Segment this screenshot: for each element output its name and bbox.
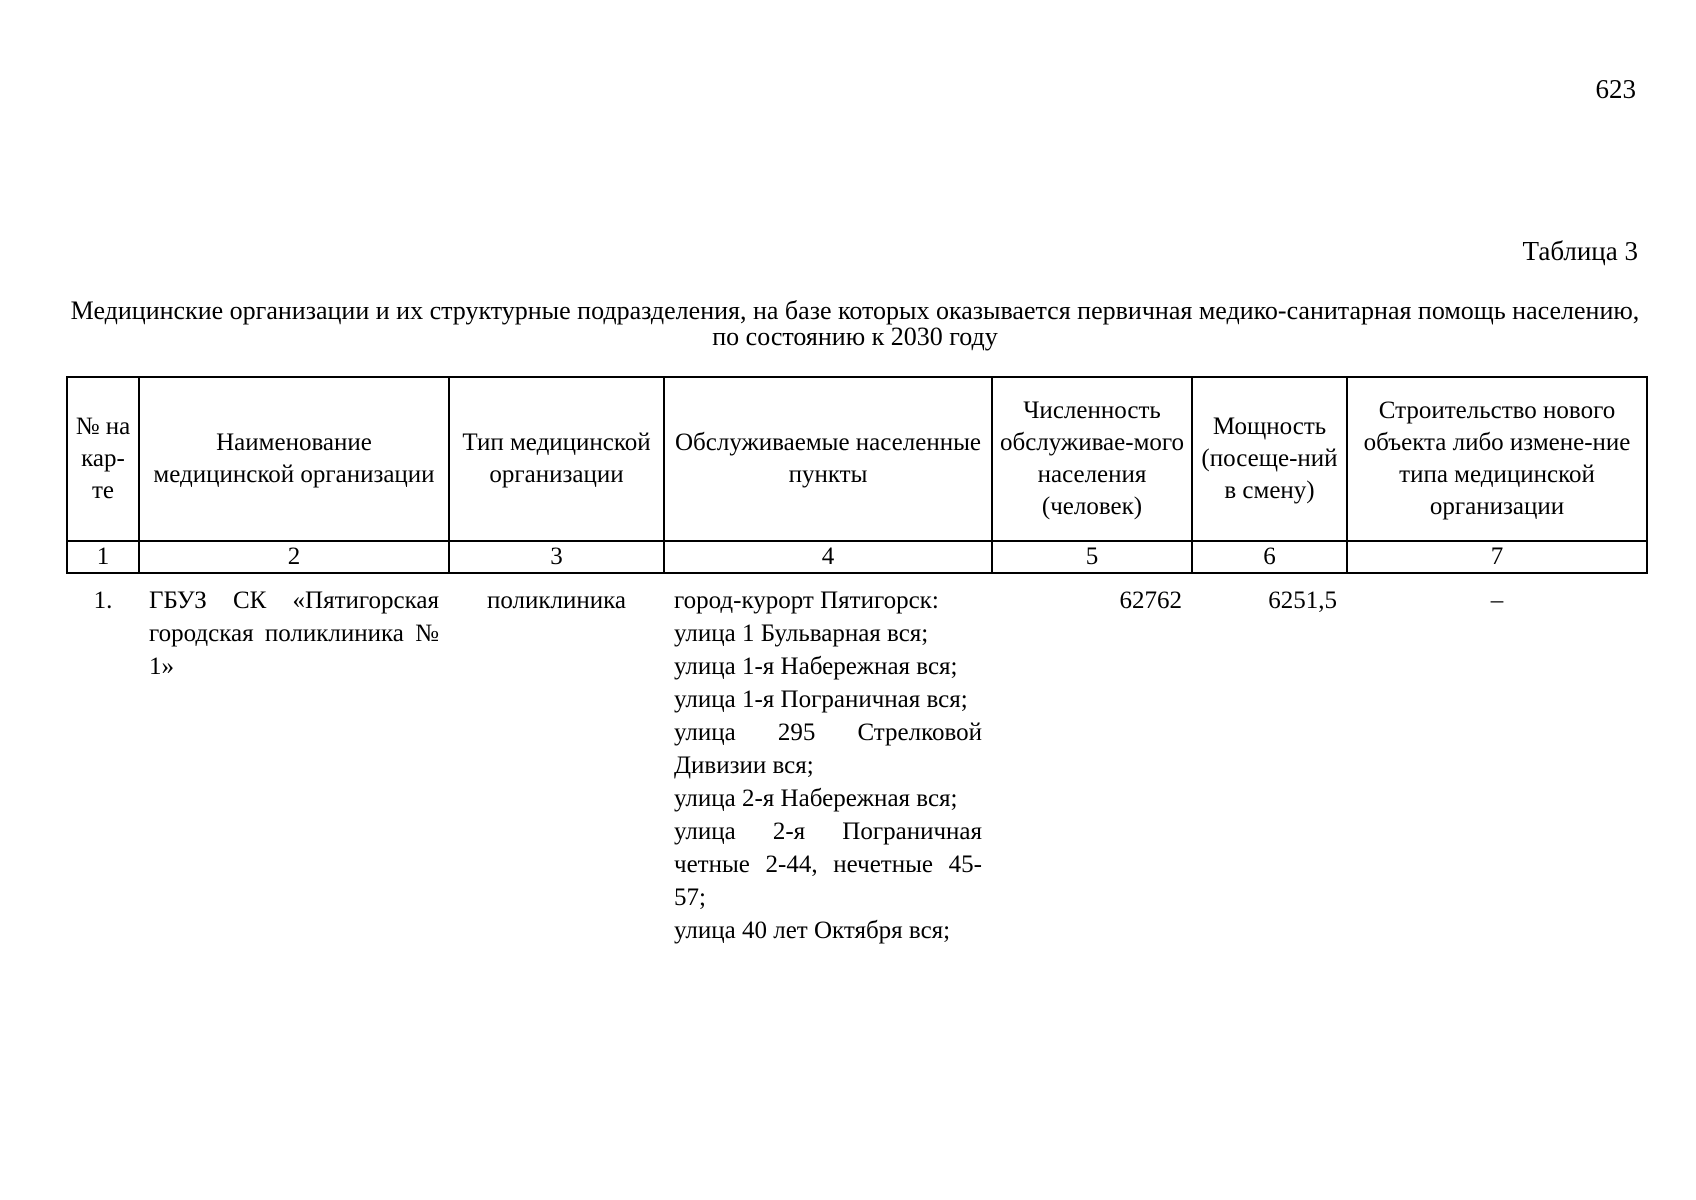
- column-number: 7: [1347, 541, 1647, 573]
- table-row: [67, 573, 1647, 947]
- column-number: 1: [67, 541, 139, 573]
- organization-name: ГБУЗ СК «Пятигорская городская поликлиника № 1»: [149, 587, 439, 680]
- row-number: 1.: [93, 587, 113, 614]
- header-served-settlements: Обслуживаемые населенные пункты: [664, 377, 992, 541]
- settlement-line: улица 1-я Набережная вся;: [674, 653, 958, 680]
- column-number: 4: [664, 541, 992, 573]
- settlement-line: улица 295 Стрелковой Дивизии вся;: [674, 719, 982, 779]
- settlement-line: улица 2-я Набережная вся;: [674, 785, 958, 812]
- table-header-row: [67, 377, 1647, 541]
- table-label: Таблица 3: [1522, 236, 1638, 266]
- header-map-number: № на кар-те: [67, 377, 139, 541]
- column-number: 2: [139, 541, 449, 573]
- header-construction: Строительство нового объекта либо измене-ние типа медицинской организации: [1347, 377, 1647, 541]
- construction-value: –: [1490, 587, 1504, 614]
- header-organization-type: Тип медицинской организации: [449, 377, 664, 541]
- population-value: 62762: [1119, 587, 1182, 614]
- column-number-row: [67, 541, 1647, 573]
- capacity-value: 6251,5: [1268, 587, 1337, 614]
- page-number: 623: [1595, 74, 1636, 104]
- organization-type: поликлиника: [486, 587, 627, 614]
- served-settlements: [664, 573, 992, 947]
- header-organization-name: Наименование медицинской организации: [139, 377, 449, 541]
- header-capacity: Мощность (посеще-ний в смену): [1192, 377, 1347, 541]
- header-population: Численность обслуживае-мого населения (человек): [992, 377, 1192, 541]
- settlement-line: улица 2-я Пограничная четные 2-44, нечетные 45-57;: [674, 818, 982, 911]
- column-number: 6: [1192, 541, 1347, 573]
- settlement-line: город-курорт Пятигорск:: [674, 587, 939, 614]
- column-number: 5: [992, 541, 1192, 573]
- column-number: 3: [449, 541, 664, 573]
- document-title: Медицинские организации и их структурные подразделения, на базе которых оказывается первичная медико-санитарная помощь населению, по состоянию к 2030 году: [70, 296, 1640, 351]
- settlement-line: улица 1-я Пограничная вся;: [674, 686, 968, 713]
- medical-organizations-table: [66, 376, 1648, 947]
- settlement-line: улица 40 лет Октября вся;: [674, 917, 951, 944]
- settlement-line: улица 1 Бульварная вся;: [674, 620, 929, 647]
